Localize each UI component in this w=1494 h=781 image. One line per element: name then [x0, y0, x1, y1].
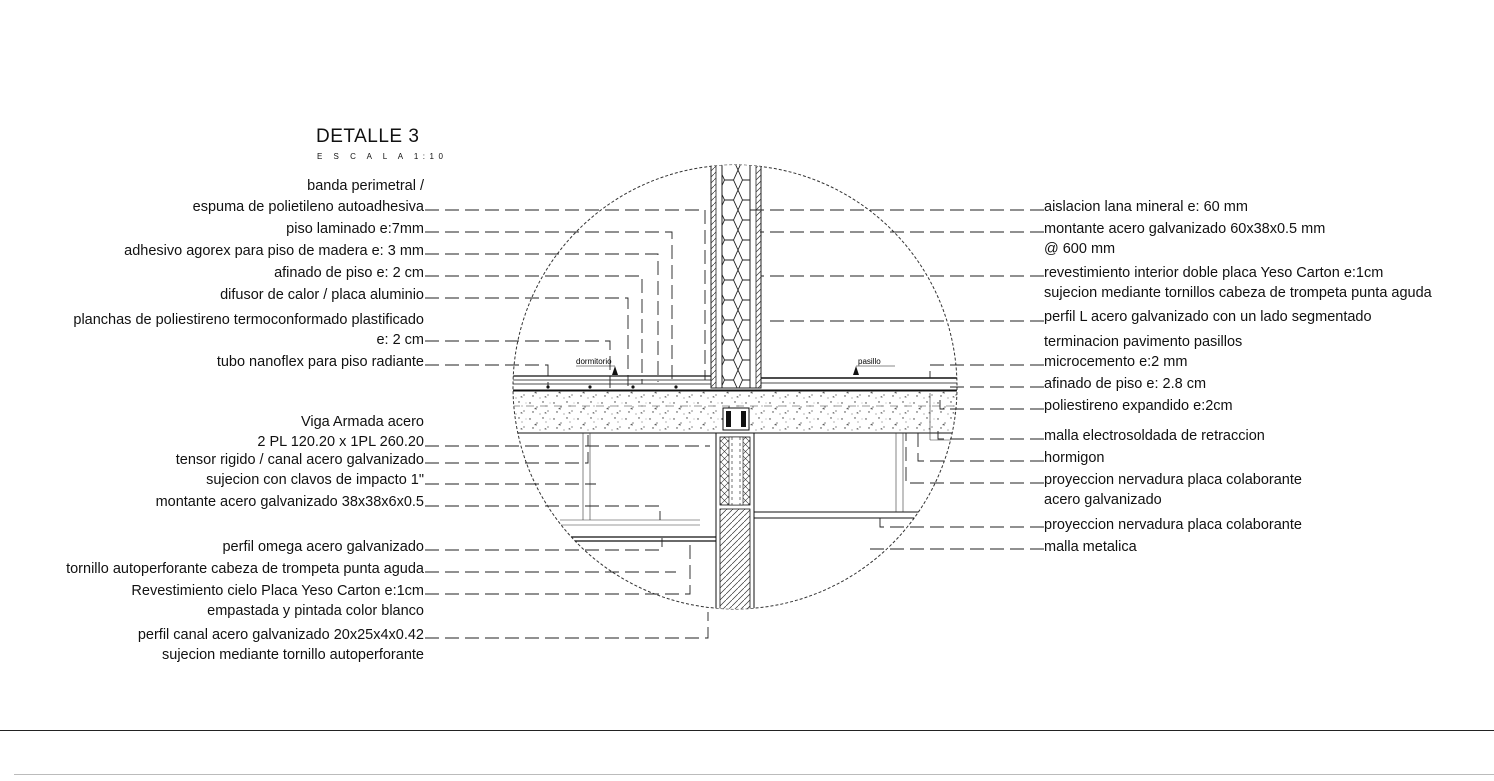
label-piso-laminado: piso laminado e:7mm [286, 221, 424, 237]
label-proyeccion-nervadura-2: proyeccion nervadura placa colaborante [1044, 517, 1302, 533]
label-difusor-calor: difusor de calor / placa aluminio [220, 287, 424, 303]
label-terminacion-pavimento: terminacion pavimento pasillos [1044, 334, 1243, 350]
label-planchas-espesor: e: 2 cm [376, 332, 424, 348]
label-hormigon: hormigon [1044, 450, 1105, 466]
label-tubo-nanoflex: tubo nanoflex para piso radiante [216, 354, 424, 370]
label-perfil-l: perfil L acero galvanizado con un lado segmentado [1044, 309, 1372, 325]
tag-dormitorio: dormitorio [576, 357, 612, 366]
label-proyeccion-nervadura-1: proyeccion nervadura placa colaborante [1044, 472, 1302, 488]
label-espuma-polietileno: espuma de polietileno autoadhesiva [192, 199, 424, 215]
label-afinado-piso-right: afinado de piso e: 2.8 cm [1044, 376, 1207, 392]
label-viga-armada: Viga Armada acero [300, 414, 424, 430]
label-sujecion-tornillo: sujecion mediante tornillo autoperforante [162, 647, 424, 663]
label-tensor-rigido: tensor rigido / canal acero galvanizado [175, 452, 424, 468]
detail-scale: E S C A L A 1:10 [317, 152, 448, 161]
tag-pasillo: pasillo [858, 357, 881, 366]
label-perfil-omega: perfil omega acero galvanizado [222, 539, 424, 555]
sheet-border-line [0, 730, 1494, 731]
label-tornillo-autoperforante: tornillo autoperforante cabeza de trompeta punta aguda [66, 561, 424, 577]
label-empastada: empastada y pintada color blanco [207, 603, 424, 619]
label-montante-38: montante acero galvanizado 38x38x6x0.5 [155, 494, 424, 510]
label-adhesivo: adhesivo agorex para piso de madera e: 3 mm [124, 243, 424, 259]
label-banda-perimetral: banda perimetral / [307, 178, 424, 194]
label-aislacion-lana: aislacion lana mineral e: 60 mm [1044, 199, 1248, 215]
label-viga-dimensiones: 2 PL 120.20 x 1PL 260.20 [257, 434, 424, 450]
label-microcemento: microcemento e:2 mm [1044, 354, 1188, 370]
label-afinado-piso-left: afinado de piso e: 2 cm [274, 265, 424, 281]
label-acero-galvanizado: acero galvanizado [1044, 492, 1162, 508]
label-revestimiento-cielo: Revestimiento cielo Placa Yeso Carton e:1cm [131, 583, 424, 599]
label-montante-espaciado: @ 600 mm [1044, 241, 1116, 257]
label-poliestireno-expandido: poliestireno expandido e:2cm [1044, 398, 1233, 414]
label-malla-electrosoldada: malla electrosoldada de retraccion [1044, 428, 1265, 444]
label-perfil-canal: perfil canal acero galvanizado 20x25x4x0.42 [137, 627, 424, 643]
detail-title: DETALLE 3 [316, 126, 420, 147]
label-montante-60: montante acero galvanizado 60x38x0.5 mm [1044, 221, 1326, 237]
label-sujecion-tornillos: sujecion mediante tornillos cabeza de trompeta punta aguda [1044, 285, 1432, 301]
label-clavos-impacto: sujecion con clavos de impacto 1" [206, 472, 424, 488]
label-planchas-poliestireno: planchas de poliestireno termoconformado plastificado [73, 312, 424, 328]
label-malla-metalica: malla metalica [1044, 539, 1137, 555]
label-revestimiento-interior: revestimiento interior doble placa Yeso Carton e:1cm [1044, 265, 1384, 281]
